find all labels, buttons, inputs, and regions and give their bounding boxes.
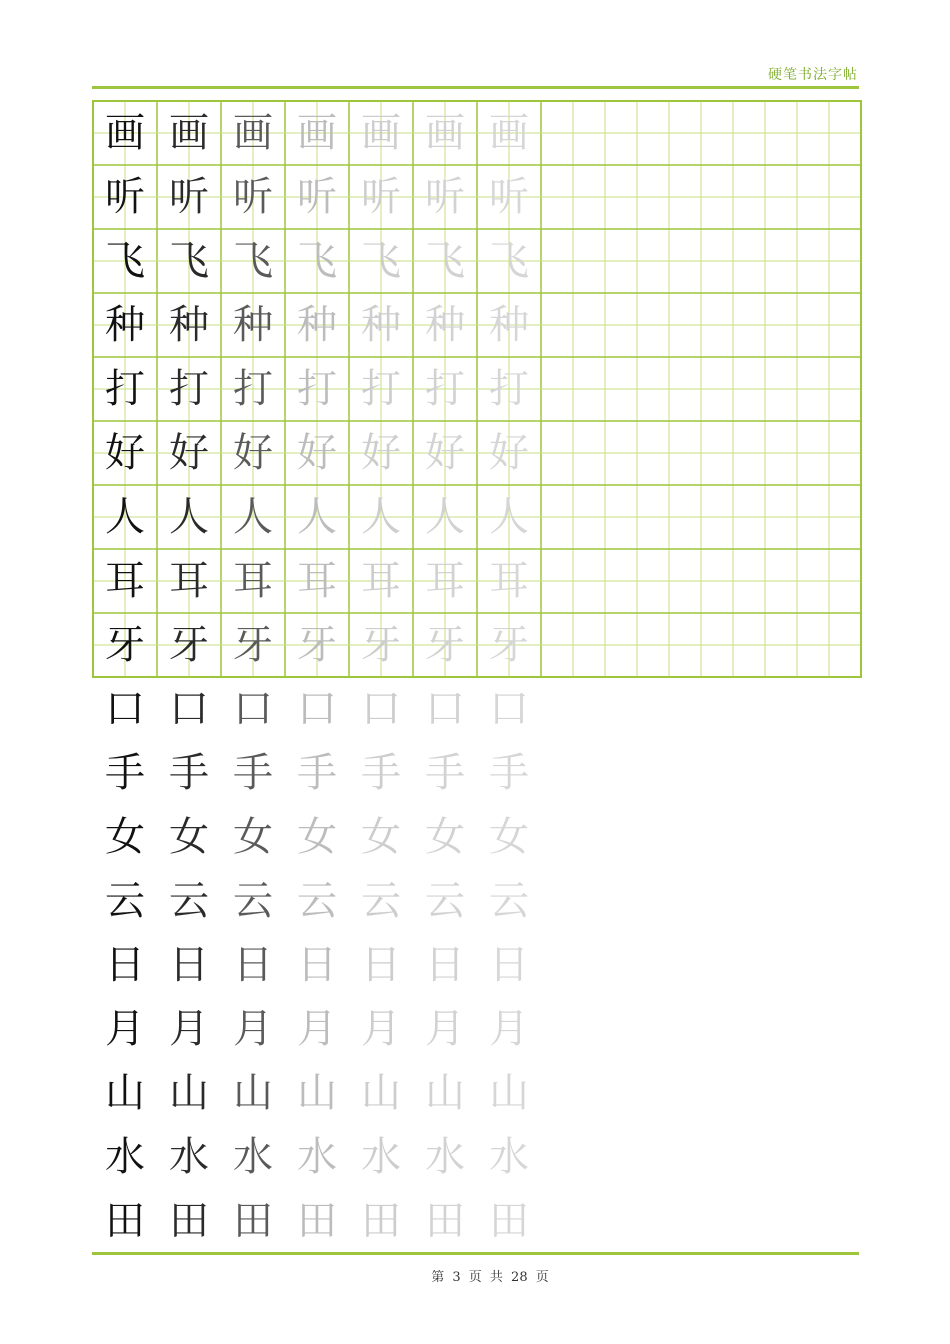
practice-char: 山 bbox=[169, 1070, 209, 1116]
practice-char: 月 bbox=[169, 1006, 209, 1052]
practice-char: 云 bbox=[297, 878, 337, 924]
practice-char: 手 bbox=[297, 750, 337, 796]
practice-char: 月 bbox=[297, 1006, 337, 1052]
practice-char: 听 bbox=[489, 174, 529, 220]
practice-char: 女 bbox=[105, 814, 145, 860]
practice-char: 云 bbox=[105, 878, 145, 924]
practice-char: 女 bbox=[425, 814, 465, 860]
practice-char: 水 bbox=[425, 1134, 465, 1180]
practice-char: 听 bbox=[233, 174, 273, 220]
practice-char: 飞 bbox=[297, 238, 337, 284]
practice-char: 女 bbox=[489, 814, 529, 860]
practice-char: 听 bbox=[169, 174, 209, 220]
practice-char: 好 bbox=[233, 430, 273, 476]
practice-char: 打 bbox=[297, 366, 337, 412]
practice-char: 田 bbox=[489, 1198, 529, 1244]
practice-char: 人 bbox=[489, 494, 529, 540]
practice-char: 水 bbox=[233, 1134, 273, 1180]
practice-char: 飞 bbox=[169, 238, 209, 284]
practice-char: 口 bbox=[489, 686, 529, 732]
practice-char: 日 bbox=[361, 942, 401, 988]
practice-char: 口 bbox=[105, 686, 145, 732]
practice-char: 水 bbox=[169, 1134, 209, 1180]
practice-char: 日 bbox=[489, 942, 529, 988]
practice-char: 手 bbox=[105, 750, 145, 796]
practice-char: 听 bbox=[361, 174, 401, 220]
practice-char: 画 bbox=[425, 110, 465, 156]
practice-char: 云 bbox=[233, 878, 273, 924]
practice-char: 田 bbox=[169, 1198, 209, 1244]
practice-char: 好 bbox=[297, 430, 337, 476]
practice-char: 耳 bbox=[169, 558, 209, 604]
practice-char: 田 bbox=[425, 1198, 465, 1244]
practice-char: 听 bbox=[105, 174, 145, 220]
practice-char: 水 bbox=[489, 1134, 529, 1180]
practice-char: 水 bbox=[297, 1134, 337, 1180]
practice-char: 种 bbox=[425, 302, 465, 348]
header-rule bbox=[92, 86, 859, 89]
practice-char: 飞 bbox=[361, 238, 401, 284]
practice-char: 耳 bbox=[233, 558, 273, 604]
practice-char: 画 bbox=[169, 110, 209, 156]
practice-char: 耳 bbox=[361, 558, 401, 604]
practice-char: 好 bbox=[169, 430, 209, 476]
practice-char: 山 bbox=[233, 1070, 273, 1116]
footer-rule bbox=[92, 1252, 859, 1255]
practice-char: 手 bbox=[233, 750, 273, 796]
practice-char: 人 bbox=[169, 494, 209, 540]
practice-char: 人 bbox=[105, 494, 145, 540]
practice-char: 月 bbox=[425, 1006, 465, 1052]
practice-char: 女 bbox=[297, 814, 337, 860]
practice-char: 耳 bbox=[297, 558, 337, 604]
practice-char: 牙 bbox=[361, 622, 401, 668]
practice-char: 手 bbox=[425, 750, 465, 796]
practice-char: 飞 bbox=[105, 238, 145, 284]
practice-char: 好 bbox=[361, 430, 401, 476]
practice-char: 云 bbox=[169, 878, 209, 924]
practice-char: 牙 bbox=[489, 622, 529, 668]
practice-char: 画 bbox=[297, 110, 337, 156]
practice-char: 听 bbox=[297, 174, 337, 220]
practice-char: 牙 bbox=[105, 622, 145, 668]
practice-char: 听 bbox=[425, 174, 465, 220]
practice-char: 好 bbox=[105, 430, 145, 476]
practice-char: 口 bbox=[169, 686, 209, 732]
practice-char: 好 bbox=[489, 430, 529, 476]
practice-char: 日 bbox=[425, 942, 465, 988]
practice-char: 种 bbox=[233, 302, 273, 348]
practice-char: 女 bbox=[233, 814, 273, 860]
practice-char: 牙 bbox=[233, 622, 273, 668]
practice-char: 打 bbox=[361, 366, 401, 412]
practice-char: 人 bbox=[361, 494, 401, 540]
practice-char: 打 bbox=[105, 366, 145, 412]
practice-char: 月 bbox=[489, 1006, 529, 1052]
practice-char: 人 bbox=[425, 494, 465, 540]
practice-char: 种 bbox=[489, 302, 529, 348]
page-footer: 第 3 页 共 28 页 bbox=[431, 1270, 549, 1285]
practice-char: 手 bbox=[361, 750, 401, 796]
practice-char: 飞 bbox=[489, 238, 529, 284]
practice-char: 耳 bbox=[489, 558, 529, 604]
practice-char: 水 bbox=[361, 1134, 401, 1180]
practice-char: 牙 bbox=[169, 622, 209, 668]
practice-char: 打 bbox=[169, 366, 209, 412]
practice-char: 好 bbox=[425, 430, 465, 476]
practice-char: 田 bbox=[233, 1198, 273, 1244]
practice-char: 牙 bbox=[425, 622, 465, 668]
practice-char: 山 bbox=[105, 1070, 145, 1116]
practice-char: 田 bbox=[361, 1198, 401, 1244]
practice-char: 画 bbox=[489, 110, 529, 156]
practice-char: 山 bbox=[297, 1070, 337, 1116]
practice-char: 打 bbox=[233, 366, 273, 412]
practice-char: 飞 bbox=[425, 238, 465, 284]
practice-char: 人 bbox=[297, 494, 337, 540]
practice-char: 日 bbox=[105, 942, 145, 988]
practice-char: 画 bbox=[233, 110, 273, 156]
practice-char: 口 bbox=[425, 686, 465, 732]
practice-char: 种 bbox=[105, 302, 145, 348]
practice-char: 种 bbox=[297, 302, 337, 348]
practice-char: 打 bbox=[425, 366, 465, 412]
practice-char: 山 bbox=[425, 1070, 465, 1116]
practice-char: 手 bbox=[169, 750, 209, 796]
practice-char: 耳 bbox=[425, 558, 465, 604]
practice-char: 日 bbox=[233, 942, 273, 988]
practice-char: 牙 bbox=[297, 622, 337, 668]
practice-char: 耳 bbox=[105, 558, 145, 604]
practice-char: 口 bbox=[361, 686, 401, 732]
practice-char: 人 bbox=[233, 494, 273, 540]
practice-char: 田 bbox=[105, 1198, 145, 1244]
practice-char: 水 bbox=[105, 1134, 145, 1180]
practice-char: 云 bbox=[361, 878, 401, 924]
practice-char: 女 bbox=[361, 814, 401, 860]
practice-char: 云 bbox=[489, 878, 529, 924]
practice-char: 画 bbox=[361, 110, 401, 156]
practice-char: 山 bbox=[489, 1070, 529, 1116]
practice-char: 云 bbox=[425, 878, 465, 924]
practice-char: 日 bbox=[297, 942, 337, 988]
practice-char: 手 bbox=[489, 750, 529, 796]
practice-char: 画 bbox=[105, 110, 145, 156]
practice-char: 山 bbox=[361, 1070, 401, 1116]
practice-char: 月 bbox=[361, 1006, 401, 1052]
practice-char: 田 bbox=[297, 1198, 337, 1244]
practice-char: 口 bbox=[297, 686, 337, 732]
practice-char: 种 bbox=[361, 302, 401, 348]
header-title: 硬笔书法字帖 bbox=[768, 67, 858, 83]
practice-char: 月 bbox=[233, 1006, 273, 1052]
practice-char: 打 bbox=[489, 366, 529, 412]
practice-char: 种 bbox=[169, 302, 209, 348]
practice-char: 日 bbox=[169, 942, 209, 988]
practice-char: 女 bbox=[169, 814, 209, 860]
practice-char: 飞 bbox=[233, 238, 273, 284]
practice-char: 口 bbox=[233, 686, 273, 732]
practice-char: 月 bbox=[105, 1006, 145, 1052]
